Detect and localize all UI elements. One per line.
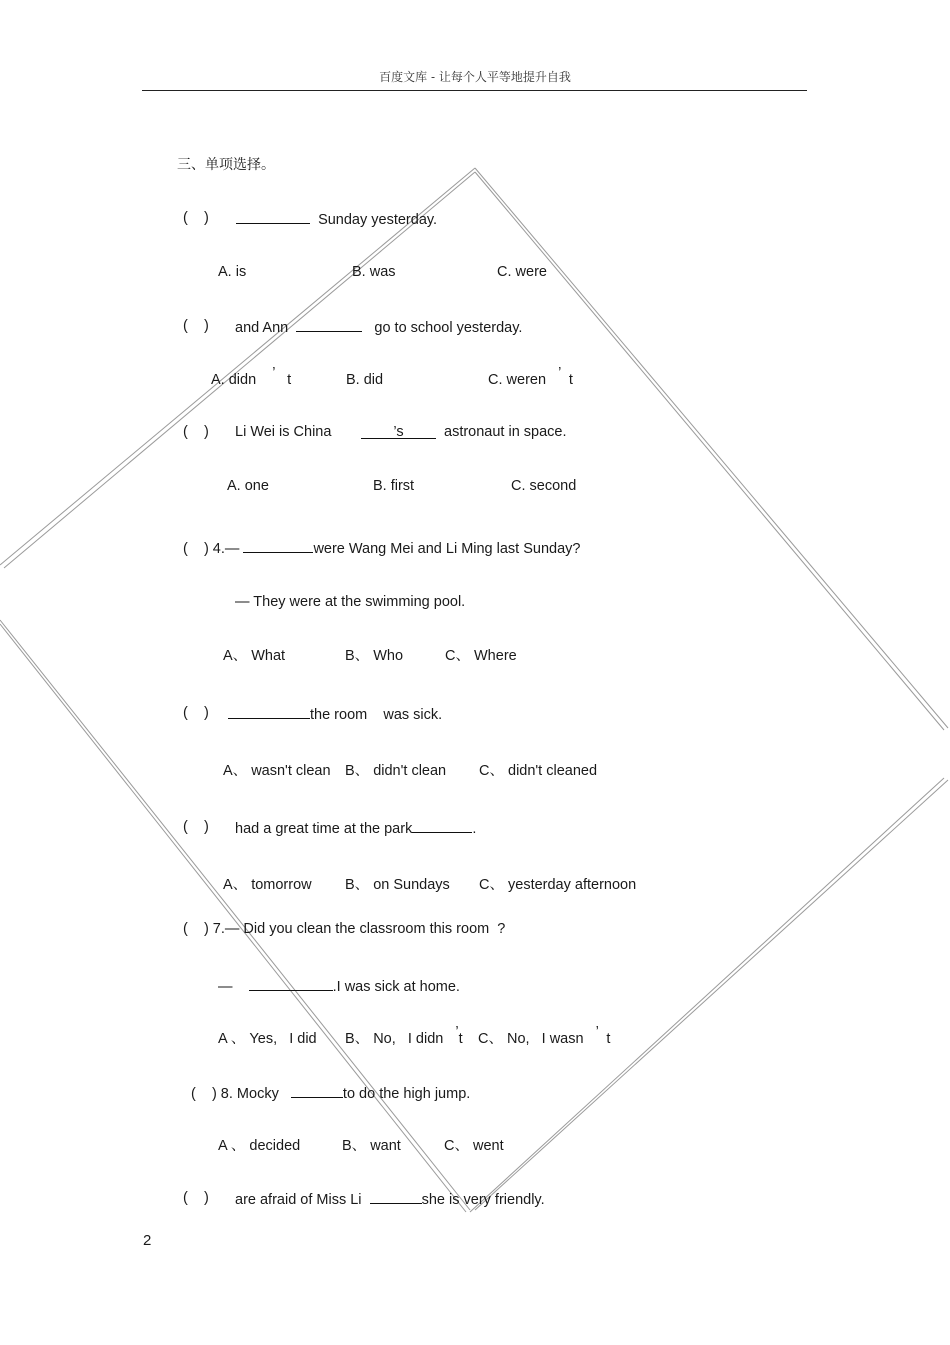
dialogue-answer: — They were at the swimming pool. bbox=[235, 594, 466, 610]
page-number: 2 bbox=[143, 1232, 152, 1249]
option-a: A 、 decided bbox=[218, 1138, 301, 1154]
option-a: A、 tomorrow bbox=[223, 877, 312, 893]
option-b: B、 want bbox=[342, 1138, 401, 1154]
answer-blank bbox=[249, 976, 333, 991]
option-c: C、 Where bbox=[445, 648, 517, 664]
answer-blank bbox=[236, 209, 310, 224]
answer-parentheses: ( ) bbox=[183, 705, 209, 721]
option-b: B、 No, I didn ’t bbox=[345, 1024, 463, 1047]
question-stem: had a great time at the park . bbox=[235, 818, 476, 838]
answer-blank bbox=[228, 704, 310, 719]
question-stem: ( ) 7.— Did you clean the classroom this room ? bbox=[183, 921, 506, 937]
answer-parentheses: ( ) bbox=[183, 424, 209, 440]
header-rule bbox=[142, 90, 807, 91]
option-b: B. did bbox=[346, 372, 384, 388]
option-b: B、 on Sundays bbox=[345, 877, 450, 893]
option-b: B. first bbox=[373, 478, 415, 494]
option-a: A. is bbox=[218, 264, 247, 280]
answer-parentheses: ( ) bbox=[183, 318, 209, 334]
answer-blank bbox=[296, 317, 362, 332]
option-c: C. weren ’ t bbox=[488, 365, 573, 388]
option-c: C. were bbox=[497, 264, 547, 280]
option-a: A、 What bbox=[223, 648, 286, 664]
option-a: A 、 Yes, I did bbox=[218, 1031, 317, 1047]
answer-parentheses: ( ) bbox=[183, 1190, 209, 1206]
answer-blank bbox=[291, 1083, 343, 1098]
question-stem: ( ) 8. Mocky to do the high jump. bbox=[191, 1083, 470, 1103]
option-c: C、 No, I wasn ’ t bbox=[478, 1024, 611, 1047]
question-stem: are afraid of Miss Li she is very friendly. bbox=[235, 1189, 545, 1209]
option-a: A. didn ’ t bbox=[211, 365, 292, 388]
section-title: 三、单项选择。 bbox=[177, 157, 275, 173]
answer-blank: ’s bbox=[361, 423, 436, 439]
question-stem-pre: Li Wei is China bbox=[235, 424, 332, 440]
answer-parentheses: ( ) bbox=[183, 819, 209, 835]
option-a: A. one bbox=[227, 478, 269, 494]
option-c: C、 went bbox=[444, 1138, 504, 1154]
dialogue-answer: — .I was sick at home. bbox=[218, 976, 460, 996]
answer-parentheses: ( ) bbox=[183, 210, 209, 226]
question-stem-post: astronaut in space. bbox=[444, 424, 567, 440]
question-stem: Sunday yesterday. bbox=[236, 209, 437, 229]
question-stem: ( ) 4.— were Wang Mei and Li Ming last Sunday? bbox=[183, 538, 580, 558]
option-c: C. second bbox=[511, 478, 577, 494]
option-b: B. was bbox=[352, 264, 396, 280]
answer-blank bbox=[370, 1189, 422, 1204]
header-text: 百度文库 - 让每个人平等地提升自我 bbox=[379, 70, 571, 84]
option-c: C、 yesterday afternoon bbox=[479, 877, 637, 893]
option-b: B、 didn't clean bbox=[345, 763, 447, 779]
question-stem: the room was sick. bbox=[228, 704, 442, 724]
option-c: C、 didn't cleaned bbox=[479, 763, 598, 779]
option-b: B、 Who bbox=[345, 648, 404, 664]
answer-blank bbox=[243, 538, 313, 553]
question-stem: and Ann go to school yesterday. bbox=[235, 317, 522, 337]
option-a: A、 wasn't clean bbox=[223, 763, 331, 779]
answer-blank bbox=[412, 818, 472, 833]
